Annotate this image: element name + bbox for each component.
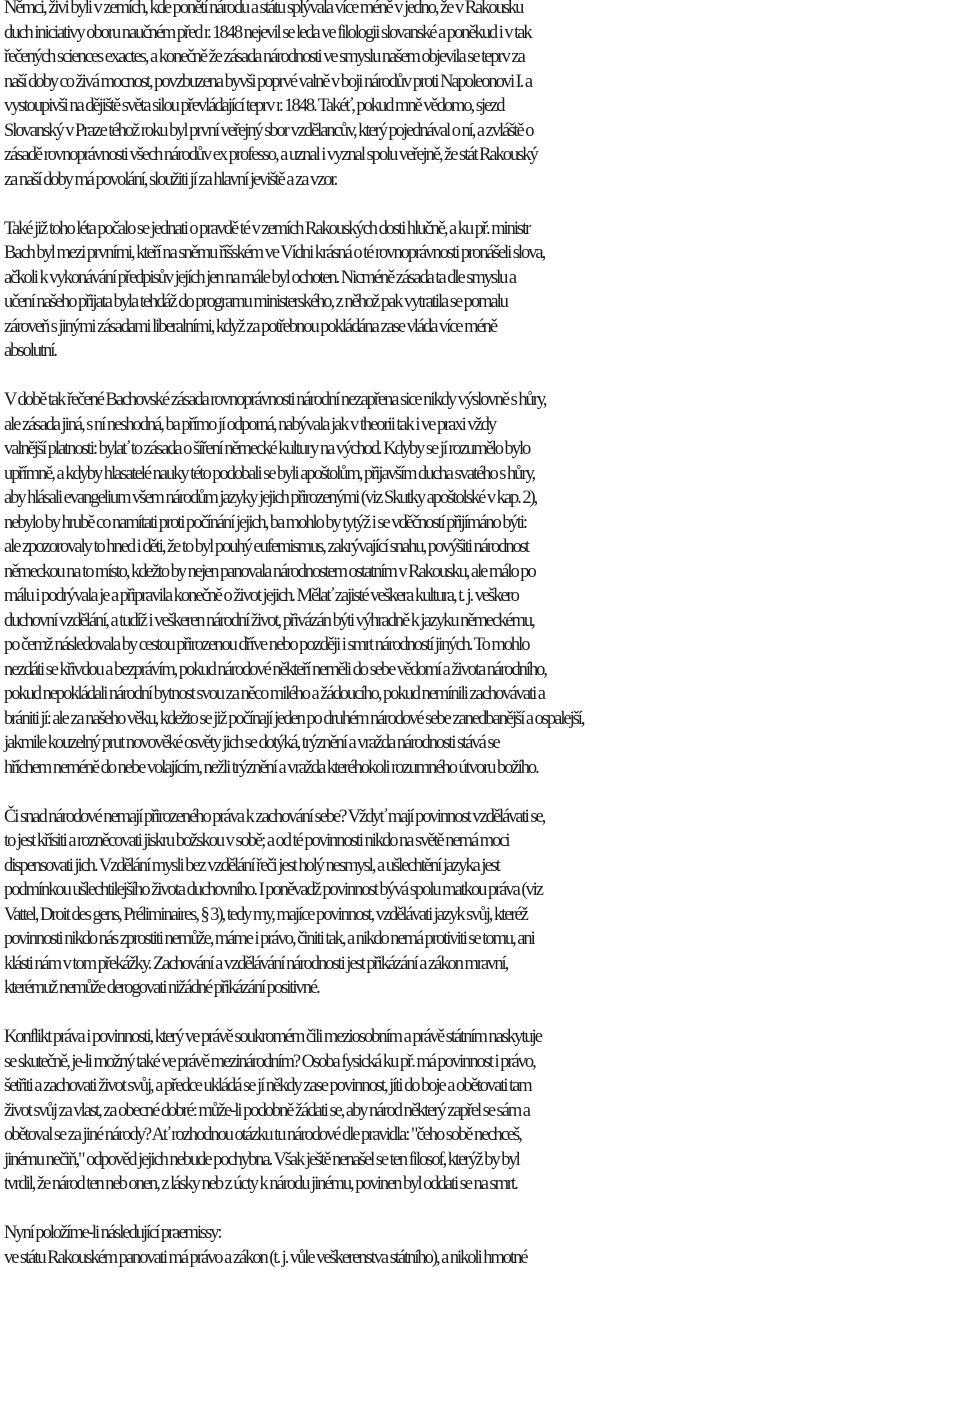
text-line: jakmile kouzelný prut novověké osvěty jich se dotýká, trýznění a vražda národnosti stává se xyxy=(4,733,499,753)
text-line: V době tak řečené Bachovské zásada rovnoprávnosti národní nezapřena sice nikdy výslovně s hůry, xyxy=(4,390,546,410)
text-line: duchovní vzdělání, a tudíž i veškeren národní život, přivázán býti výhradně k jazyku německému, xyxy=(4,610,534,631)
text-line: hříchem neméně do nebe volajícím, nežli trýznění a vražda kteréhokoli rozumného útvoru božího. xyxy=(4,757,538,778)
paragraph xyxy=(4,1221,958,1270)
text-line: se skutečně, je-li možný také ve právě mezinárodním? Osoba fysická ku př. má povinnost i právo, xyxy=(4,1051,535,1072)
text-line: naší doby co živá mocnost, povzbuzena byvši poprvé valně v boji národův proti Napoleonovi I. a xyxy=(4,71,532,92)
text-line: aby hlásali evangelium všem národům jazyky jejich přirozenými (viz Skutky apoštolské v kap. 2), xyxy=(4,488,537,508)
text-line: ve státu Rakouském panovati má právo a zákon (t. j. vůle veškerenstva státního), a nikoli hmotné xyxy=(4,1247,527,1268)
text-line: absolutní. xyxy=(4,341,56,361)
text-line: valnější platnosti: bylať to zásada o šíření německé kultury na východ. Kdyby se jí rozumělo bylo xyxy=(4,439,530,459)
text-line: Nyní položíme-li následující praemissy: xyxy=(4,1223,221,1243)
paragraph xyxy=(4,0,958,192)
text-line: dispensovati jich. Vzdělání mysli bez vzdělání řeči jest holý nesmysl, a ušlechtění jazyka jest xyxy=(4,855,499,876)
text-line: učení našeho přijata byla tehdáž do programu ministerského, z něhož pak vytratila se pomalu xyxy=(4,292,507,312)
text-line: po čemž následovala by cestou přirozenou dříve nebo později i smrt národností jiných. To mohlo xyxy=(4,635,529,655)
text-line: zároveň s jinými zásadami liberalními, když za potřebnou pokládána zase vláda více méně xyxy=(4,316,497,337)
text-line: tvrdil, že národ ten neb onen, z lásky neb z úcty k národu jinému, povinen byl oddati se na smrt. xyxy=(4,1174,517,1194)
text-line: klásti nám v tom překážky. Zachování a vzdělávání národnosti jest přikázání a zákon mravní, xyxy=(4,953,508,974)
text-line: brániti jí: ale za našeho věku, kdežto se již počínají jeden po druhém národové sebe zanedbanější a ospalejší, xyxy=(4,708,584,729)
paragraph xyxy=(4,217,958,364)
text-line: německou na to místo, kdežto by nejen panovala národnostem ostatním v Rakousku, ale málo po xyxy=(4,561,535,582)
text-line: vystoupivši na dějiště světa silou převládající teprv r. 1848. Takéť, pokud mně vědomo, sjezd xyxy=(4,96,504,116)
text-line: život svůj za vlast, za obecné dobré: může-li podobně žádati se, aby národ některý zapřel se sám a xyxy=(4,1100,529,1121)
text-line: Němci, živi byli v zemích, kde ponětí národu a státu splývala více méně v jedno, že v Rakousku xyxy=(4,0,523,18)
paragraph xyxy=(4,1025,958,1197)
text-line: za naší doby má povolání, sloužiti jí za hlavní jeviště a za vzor. xyxy=(4,169,337,190)
text-line: podmínkou ušlechtilejšího života duchovního. I poněvadž povinnost bývá spolu matkou práva (viz xyxy=(4,880,542,900)
text-line: pokud nepokládali národní bytnost svou za něco milého a žádoucího, pokud nemínili zachovávati a xyxy=(4,684,544,704)
text-line: nezdáti se křivdou a bezprávím, pokud národové někteří neměli do sebe vědomí a života národního, xyxy=(4,659,546,680)
text-line: ačkoli k vykonávání předpisův jejích jen na mále byl ochoten. Nicméně zásada ta dle smyslu a xyxy=(4,267,516,288)
text-line: duch iniciativy oboru naučném před r. 1848 nejevil se leda ve filologii slovanské a poněkud i v tak xyxy=(4,22,531,43)
paragraph xyxy=(4,805,958,1001)
paragraph xyxy=(4,388,958,780)
text-line: Slovanský v Praze téhož roku byl první veřejný sbor vzdělancův, který pojednával o ní, a zvláště o xyxy=(4,120,533,141)
text-line: ale zásada jiná, s ní neshodná, ba přímo jí odporná, nabývala jak v theorii tak i ve praxi vždy xyxy=(4,414,496,435)
text-line: ale zpozorovaly to hned i děti, že to byl pouhý eufemismus, zakrývající snahu, povýšiti národnost xyxy=(4,537,529,557)
text-line: Také již toho léta počalo se jednati o pravdě té v zemích Rakouských dosti hlučně, a ku př. ministr xyxy=(4,218,530,239)
text-line: Či snad národové nemají přirozeného práva k zachování sebe? Vždyť mají povinnost vzdělávati se, xyxy=(4,806,545,827)
text-line: Bach byl mezi prvními, kteří na sněmu říšském ve Vídni krásná o té rovnoprávnosti pronášeli slova, xyxy=(4,243,545,263)
text-line: Vattel, Droit des gens, Préliminaires, § 3), tedy my, majíce povinnost, vzdělávati jazyk svůj, kteréž xyxy=(4,904,527,925)
text-line: povinnosti nikdo nás zprostiti nemůže, máme i právo, činiti tak, a nikdo nemá protiviti se tomu, ani xyxy=(4,929,534,949)
text-line: obětoval se za jiné národy? Ať rozhodnou otázku tu národové dle pravidla: "čeho sobě nechceš, xyxy=(4,1125,521,1145)
text-line: šetřiti a zachovati život svůj, a předce ukládá se jí někdy zase povinnost, jíti do boje a obětovati tam xyxy=(4,1076,531,1096)
text-line: upřímně, a kdyby hlasatelé nauky této podobali se byli apoštolům, přijavším ducha svatého s hůry, xyxy=(4,463,535,484)
text-line: málu i podrývala je a připravila konečně o život jejich. Mělať zajisté veškera kultura, t. j. veškero xyxy=(4,586,518,606)
text-line: kterémuž nemůže derogovati nižádné přikázání positivné. xyxy=(4,978,319,998)
text-line: jinému nečiň," odpověd jejich nebude pochybna. Však ještě nenašel se ten filosof, kterýž by byl xyxy=(4,1149,519,1170)
document-body xyxy=(4,0,958,1270)
text-line: řečených sciences exactes, a konečně že zásada národnosti ve smyslu našem objevila se teprv za xyxy=(4,47,524,67)
text-line: Konflikt práva i povinnosti, který ve právě soukromém čili meziosobním a právě státním naskytuje xyxy=(4,1027,541,1047)
text-line: to jest křísiti a rozněcovati jiskru božskou v sobě; a od té povinnosti nikdo na světě nemá moci xyxy=(4,831,509,851)
text-line: nebylo by hrubě co namítati proti počínání jejich, ba mohlo by tytýž i se vděčností přijímáno býti: xyxy=(4,512,527,533)
text-line: zásadě rovnoprávnosti všech národův ex professo, a uznal i vyznal spolu veřejně, že stát Rakouský xyxy=(4,145,537,165)
